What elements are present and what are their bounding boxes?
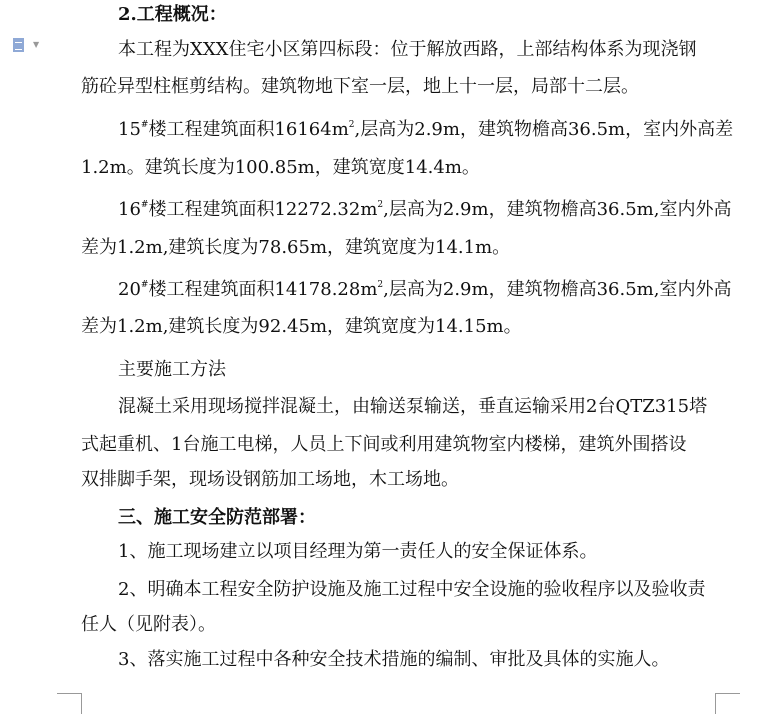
text: ,层高为2.9m，建筑物檐高36.5m,室内外高 [383, 199, 732, 220]
page-margin-corner-right [715, 693, 740, 714]
superscript: # [140, 280, 149, 290]
paragraph-line: 双排脚手架，现场设钢筋加工场地，木工场地。 [81, 469, 459, 490]
building-number: 16 [118, 199, 141, 220]
superscript: # [140, 200, 149, 210]
superscript: 2 [377, 280, 384, 290]
superscript: 2 [348, 120, 355, 130]
text: 楼工程建筑面积14178.28m [148, 279, 378, 300]
list-item: 1、施工现场建立以项目经理为第一责任人的安全保证体系。 [118, 541, 598, 562]
paragraph-line: 1.2m。建筑长度为100.85m，建筑宽度14.4m。 [81, 157, 480, 178]
section-heading: 三、施工安全防范部署： [118, 507, 316, 528]
paragraph-line [118, 279, 731, 301]
paragraph-line: 差为1.2m,建筑长度为78.65m，建筑宽度为14.1m。 [81, 237, 511, 258]
document-icon[interactable] [13, 38, 24, 52]
chevron-down-icon[interactable]: ▼ [33, 40, 40, 49]
superscript: 2 [377, 200, 384, 210]
text: 楼工程建筑面积16164m [148, 119, 349, 140]
section-heading: 2.工程概况： [118, 4, 227, 25]
paragraph-line: 式起重机、1台施工电梯，人员上下间或利用建筑物室内楼梯，建筑外围搭设 [81, 434, 687, 455]
paragraph-line [118, 119, 733, 141]
list-item: 3、落实施工过程中各种安全技术措施的编制、审批及具体的实施人。 [118, 649, 670, 670]
list-item-continuation: 任人（见附表）。 [81, 614, 216, 635]
paragraph-line: 差为1.2m,建筑长度为92.45m，建筑宽度为14.15m。 [81, 316, 522, 337]
building-number: 20 [118, 279, 141, 300]
text: ,层高为2.9m，建筑物檐高36.5m,室内外高 [383, 279, 732, 300]
page-margin-corner-left [57, 693, 82, 714]
paragraph-line [118, 199, 731, 221]
paragraph-line: 本工程为XXX住宅小区第四标段：位于解放西路，上部结构体系为现浇钢 [118, 39, 697, 60]
text: ,层高为2.9m，建筑物檐高36.5m，室内外高差 [354, 119, 734, 140]
text: 楼工程建筑面积12272.32m [148, 199, 378, 220]
building-number: 15 [118, 119, 141, 140]
paragraph-line: 筋砼异型柱框剪结构。建筑物地下室一层，地上十一层，局部十二层。 [81, 76, 639, 97]
superscript: # [140, 120, 149, 130]
list-item: 2、明确本工程安全防护设施及施工过程中安全设施的验收程序以及验收责 [118, 579, 706, 600]
subheading: 主要施工方法 [118, 359, 226, 380]
paragraph-line: 混凝土采用现场搅拌混凝土，由输送泵输送，垂直运输采用2台QTZ315塔 [118, 396, 708, 417]
